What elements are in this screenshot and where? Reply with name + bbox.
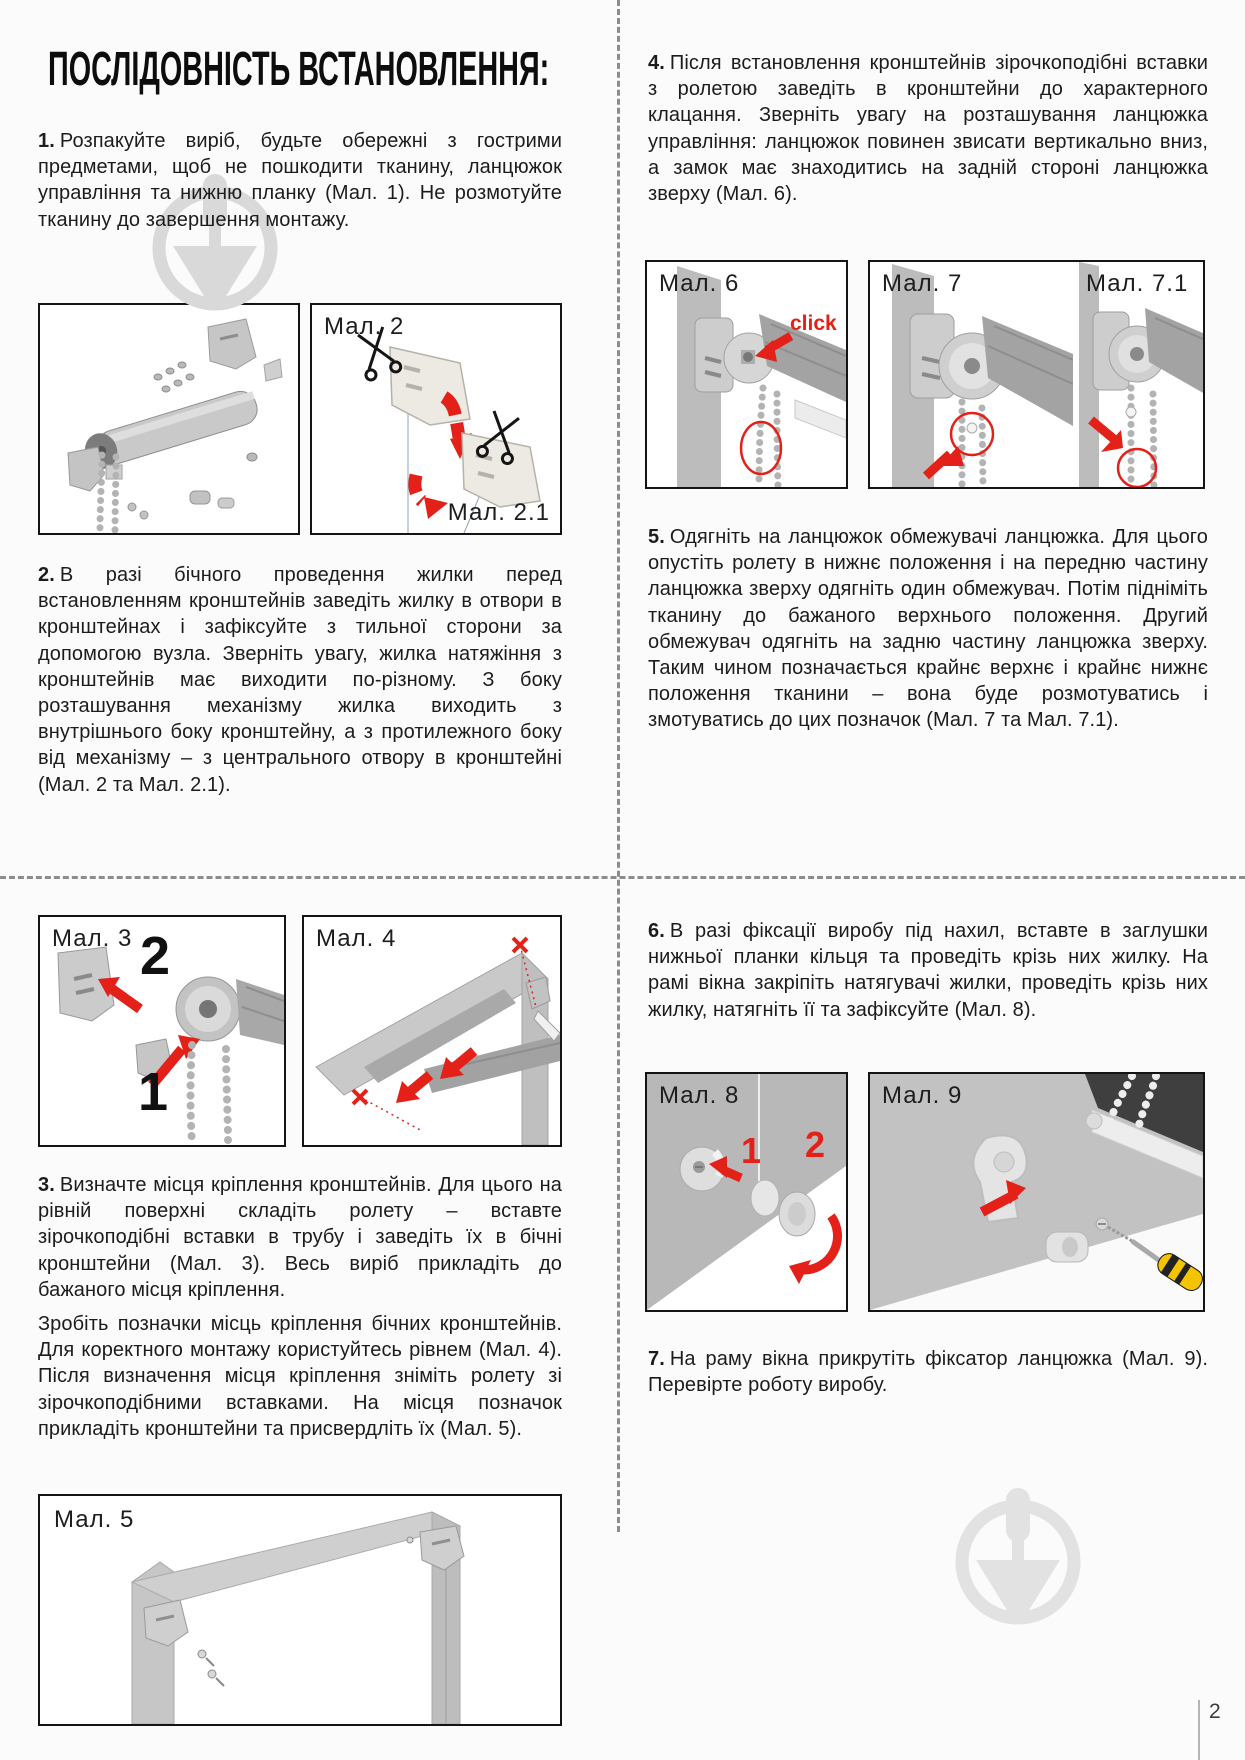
step-text: Визначте місця кріплення кронштейнів. Для цього на рівній поверхні складіть ролету – вставте зірочкоподібні вставки в трубу і заведіть їх в бічні кронштейни (Мал. 3). Весь виріб прикладіть до бажаного місця кріплення.: [38, 1174, 562, 1301]
bead-chain: [191, 1045, 193, 1143]
step-4: [648, 50, 1208, 215]
figure-9-label: Мал. 9: [882, 1082, 963, 1109]
bead-chain: [759, 388, 763, 484]
figure-7-1-label: Мал. 7.1: [1086, 270, 1189, 297]
figure-8-marker-1: 1: [741, 1130, 762, 1171]
step-1: [38, 128, 562, 241]
figure-7: [868, 260, 1205, 489]
step-number: 7.: [648, 1348, 665, 1370]
figure-1: [38, 303, 300, 535]
figure-2-label: Мал. 2: [324, 313, 405, 340]
figure-8: [645, 1072, 848, 1312]
brand-watermark-bottom: [943, 1482, 1093, 1632]
step-6: [648, 918, 1208, 1031]
section-divider: [0, 876, 1245, 879]
page-number: [1198, 1700, 1221, 1760]
bracket: [144, 1600, 188, 1646]
step-text: В разі бічного проведення жилки перед встановленням кронштейнів заведіть жилку в отвори в кронштейнах і зафіксуйте з тильної сторони за допомогою вузла. Зверніть увагу, жилка натяжіння з кронштейнів має виходити по-різному. З боку розташування механізму жилка виходить з внутрішнього боку кронштейну, а з протилежного боку від механізму – з центрального отвору в кронштейні (Мал. 2 та Мал. 2.1).: [38, 564, 562, 796]
step-text: Зробіть позначки місць кріплення бічних кронштейнів. Для коректного монтажу користуйтесь рівнем (Мал. 4). Після визначення місця кріплення зніміть ролету зі зірочкоподібними вставками. На місця позначок прикладіть кронштейни та присвердліть їх (Мал. 5).: [38, 1312, 562, 1440]
figure-5: [38, 1494, 562, 1726]
step-5: [648, 524, 1208, 742]
figure-3: [38, 915, 286, 1147]
figure-4: [302, 915, 562, 1147]
figure-5-label: Мал. 5: [54, 1506, 135, 1533]
red-arrow: [415, 475, 422, 501]
figure-6-label: Мал. 6: [659, 270, 740, 297]
figure-1-illustration: [40, 305, 298, 533]
step-7: [648, 1346, 1208, 1406]
figure-4-label: Мал. 4: [316, 925, 397, 952]
step-number: 6.: [648, 920, 665, 942]
figure-2: [310, 303, 562, 535]
step-text: Після встановлення кронштейнів зірочкоподібні вставки з ролетою заведіть в кронштейни до характерного клацання. Зверніть увагу на розташування ланцюжка управління: ланцюжок повинен звисати вертикально вниз, а замок має знаходитись на задній стороні ланцюжка зверху (Мал. 6).: [648, 52, 1208, 205]
bracket: [462, 433, 540, 507]
figure-6: [645, 260, 848, 489]
page-title: ПОСЛІДОВНІСТЬ ВСТАНОВЛЕННЯ:: [48, 43, 550, 96]
fabric-roll: [982, 316, 1073, 426]
step-text: На раму вікна прикрутіть фіксатор ланцюжка (Мал. 9). Перевірте роботу виробу.: [648, 1348, 1208, 1397]
figure-2-1-label: Мал. 2.1: [447, 499, 550, 526]
step-3: [38, 1172, 562, 1450]
fabric-roll: [1145, 308, 1205, 394]
figure-3-label: Мал. 3: [52, 925, 133, 952]
step-number: 5.: [648, 526, 665, 548]
brand-logo-icon: [943, 1482, 1093, 1632]
figure-3-marker-2: 2: [140, 926, 171, 986]
figure-9: [868, 1072, 1205, 1312]
figure-7-split: [1075, 262, 1079, 487]
bead-chain: [100, 455, 102, 530]
figure-8-marker-2: 2: [805, 1124, 826, 1165]
figure-7-label: Мал. 7: [882, 270, 963, 297]
figure-6-click-callout: click: [790, 312, 837, 335]
step-text: В разі фіксації виробу під нахил, вставте в заглушки нижньої планки кільця та проведіть крізь них жилку. На рамі вікна закріпіть натягувачі жилки, проведіть крізь них жилку, натягніть її та зафіксуйте (Мал. 8).: [648, 920, 1208, 1021]
step-2: [38, 562, 562, 806]
column-divider: [617, 0, 620, 1532]
step-number: 2.: [38, 564, 55, 586]
step-text: Розпакуйте виріб, будьте обережні з гострими предметами, щоб не пошкодити тканину, ланцюжок управління та нижню планку (Мал. 1). Не розмотуйте тканину до завершення монтажу.: [38, 130, 562, 231]
red-arrow: [112, 989, 140, 1009]
roller-tube: [81, 386, 262, 472]
step-text: Одягніть на ланцюжок обмежувачі ланцюжка. Для цього опустіть ролету в нижнє положення і на передню частину ланцюжка зверху одягніть один обмежувач. Потім підніміть тканину до бажаного верхнього положення. Другий обмежувач одягніть на задню частину ланцюжка зверху. Таким чином позначається крайнє верхнє і крайнє нижнє положення тканини – вона буде розмотуватись і змотуватись до цих позначок (Мал. 7 та Мал. 7.1).: [648, 526, 1208, 732]
step-number: 3.: [38, 1174, 55, 1196]
page-number-value: 2: [1209, 1700, 1221, 1723]
figure-3-marker-1: 1: [138, 1062, 169, 1122]
red-circle: [1118, 449, 1156, 487]
figure-8-label: Мал. 8: [659, 1082, 740, 1109]
step-number: 1.: [38, 130, 55, 152]
step-number: 4.: [648, 52, 665, 74]
screws: [198, 1650, 224, 1686]
screws: [154, 362, 194, 392]
